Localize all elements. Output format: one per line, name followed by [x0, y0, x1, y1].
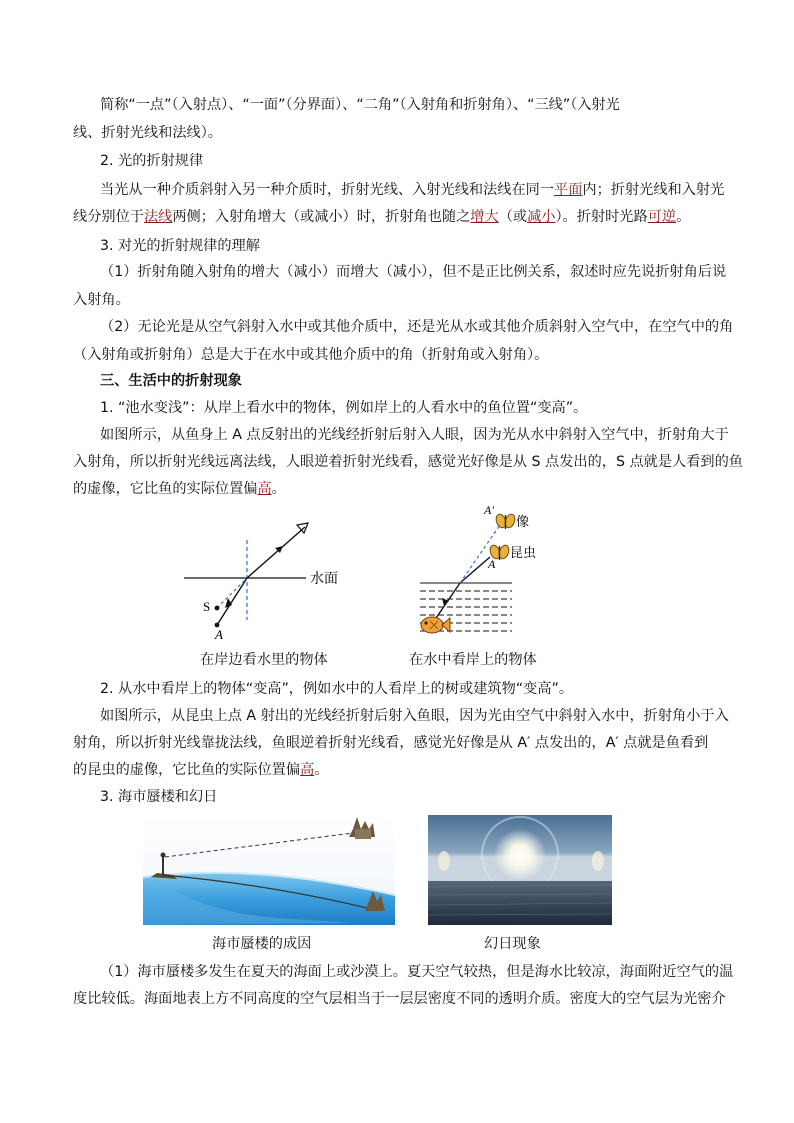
- answer-underline: 可逆: [647, 209, 677, 225]
- answer-underline: 高: [300, 762, 315, 778]
- s-point-label: S: [203, 599, 211, 614]
- figure-caption: 幻日现象: [484, 936, 541, 952]
- section-heading: 三、生活中的折射现象: [100, 373, 242, 389]
- section-title: 3. 对光的折射规律的理解: [100, 238, 260, 254]
- text-line: 入射角，所以折射光线远离法线，人眼逆着折射光线看，感觉光好像是从 S 点发出的，S 点就是人看到的鱼: [73, 454, 743, 470]
- a-point-label: A: [215, 627, 223, 642]
- answer-underline: 减小: [527, 209, 556, 225]
- text-line: 射角，所以折射光线靠拢法线，鱼眼逆着折射光线看，感觉光好像是从 A′ 点发出的，A′ 点就是鱼看到: [73, 735, 709, 751]
- fish-icon: [421, 617, 450, 633]
- section-title: 2. 光的折射规律: [100, 153, 204, 169]
- water-surface-label: 水面: [310, 571, 338, 587]
- text-line: （1）海市蜃楼多发生在夏天的海面上或沙漠上。夏天空气较热，但是海水比较凉，海面附近空气的温: [100, 964, 734, 980]
- insect-label: 昆虫: [510, 546, 537, 561]
- answer-underline: 增大: [470, 209, 499, 225]
- item-title: 3. 海市蜃楼和幻日: [100, 789, 218, 805]
- a-point-label: A: [488, 557, 496, 571]
- text-line: 线、折射光线和法线）。: [73, 125, 222, 141]
- text-line: 入射角。: [73, 292, 130, 308]
- text-line: 简称“一点”（入射点）、“一面”（分界面）、“二角”（入射角和折射角）、“三线”（入射光: [100, 97, 620, 113]
- image-label: 像: [516, 515, 530, 530]
- answer-underline: 法线: [143, 209, 173, 225]
- text-line: 的昆虫的虚像，它比鱼的实际位置偏高。: [73, 762, 329, 778]
- figure-caption: 海市蜃楼的成因: [212, 936, 312, 952]
- refraction-diagram-water: [412, 505, 562, 645]
- text-line: （2）无论光是从空气斜射入水中或其他介质中，还是光从水或其他介质斜射入空气中，在空气中的角: [100, 319, 734, 335]
- answer-underline: 平面: [554, 182, 583, 198]
- a-prime-label: A′: [484, 503, 494, 517]
- text-line: （1）折射角随入射角的增大（减小）而增大（减小），但不是正比例关系，叙述时应先说折射角后说: [100, 264, 727, 280]
- text-line: 度比较低。海面地表上方不同高度的空气层相当于一层层密度不同的透明介质。密度大的空气层为光密介: [73, 991, 726, 1007]
- item-title: 1. “池水变浅”：从岸上看水中的物体，例如岸上的人看水中的鱼位置“变高”。: [100, 400, 588, 416]
- figure-caption: 在水中看岸上的物体: [409, 652, 537, 668]
- text-line: 当光从一种介质斜射入另一种介质时，折射光线、入射光线和法线在同一平面内；折射光线和入射光: [100, 182, 725, 198]
- text-line: 线分别位于法线两侧；入射角增大（或减小）时，折射角也随之增大（或减小）。折射时光路可逆。: [73, 209, 691, 225]
- mirage-illustration: [143, 815, 395, 925]
- refraction-diagram-shore: [180, 515, 360, 645]
- text-line: （入射角或折射角）总是大于在水中或其他介质中的角（折射角或入射角）。: [73, 347, 549, 363]
- text-line: 如图所示，从昆虫上点 A 射出的光线经折射后射入鱼眼，因为光由空气中斜射入水中，折射角小于入: [100, 708, 729, 724]
- butterfly-image-icon: [494, 513, 516, 529]
- answer-underline: 高: [257, 481, 272, 497]
- sundog-photo: [428, 815, 612, 925]
- text-line: 的虚像，它比鱼的实际位置偏高。: [73, 481, 286, 497]
- text-line: 如图所示，从鱼身上 A 点反射出的光线经折射后射入人眼，因为光从水中斜射入空气中，折射角大于: [100, 427, 729, 443]
- figure-caption: 在岸边看水里的物体: [200, 652, 328, 668]
- item-title: 2. 从水中看岸上的物体“变高”，例如水中的人看岸上的树或建筑物“变高”。: [100, 681, 574, 697]
